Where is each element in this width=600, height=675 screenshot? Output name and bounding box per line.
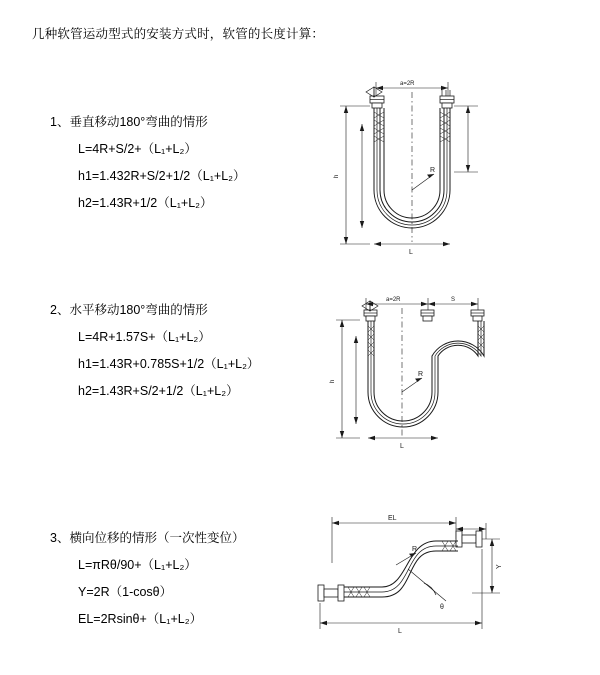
case-1-title: 1、垂直移动180°弯曲的情形 xyxy=(50,115,208,129)
figure-horizontal-180-bend xyxy=(318,288,518,463)
figure-2-top-dim-label: a=2R xyxy=(386,297,401,303)
case-1-formula-1: L=4R+S/2+（L₁+L₂） xyxy=(78,142,197,156)
case-block-2 xyxy=(50,300,259,399)
figure-1-bottom-label: L xyxy=(409,249,413,256)
case-3-formula-1: L=πRθ/90+（L₁+L₂） xyxy=(78,558,197,572)
figure-lateral-offset xyxy=(296,505,516,635)
figure-3-vertical-label: Y xyxy=(496,564,503,569)
figure-3-radius-label: R xyxy=(412,546,418,553)
case-block-1 xyxy=(50,112,246,211)
case-2-formula-1: L=4R+1.57S+（L₁+L₂） xyxy=(78,330,211,344)
page-title: 几种软管运动型式的安装方式时，软管的长度计算： xyxy=(32,27,325,41)
case-1-formula-2: h1=1.432R+S/2+1/2（L₁+L₂） xyxy=(78,169,246,183)
figure-1-radius-label: R xyxy=(430,167,436,174)
figure-2-bottom-label: L xyxy=(400,443,404,450)
figure-2-top-dim2-label: S xyxy=(451,297,456,303)
case-1-formula-3: h2=1.43R+1/2（L₁+L₂） xyxy=(78,196,213,210)
figure-1-height-label: h xyxy=(334,174,340,178)
figure-3-angle-label: θ xyxy=(440,604,444,611)
case-3-title: 3、横向位移的情形（一次性变位） xyxy=(50,531,245,545)
figure-3-bottom-label: L xyxy=(398,628,402,635)
figure-3-top-dim-label: EL xyxy=(388,515,397,522)
case-block-3 xyxy=(50,528,244,627)
figure-vertical-180-bend xyxy=(318,72,518,262)
figure-2-height-label: h xyxy=(330,379,336,383)
figure-1-top-dim-label: a=2R xyxy=(400,81,415,87)
case-2-formula-3: h2=1.43R+S/2+1/2（L₁+L₂） xyxy=(78,384,239,398)
figure-2-radius-label: R xyxy=(418,371,424,378)
case-3-formula-2: Y=2R（1-cosθ） xyxy=(78,585,173,599)
case-2-title: 2、水平移动180°弯曲的情形 xyxy=(50,303,208,317)
case-2-formula-2: h1=1.43R+0.785S+1/2（L₁+L₂） xyxy=(78,357,260,371)
case-3-formula-3: EL=2Rsinθ+（L₁+L₂） xyxy=(78,612,203,626)
